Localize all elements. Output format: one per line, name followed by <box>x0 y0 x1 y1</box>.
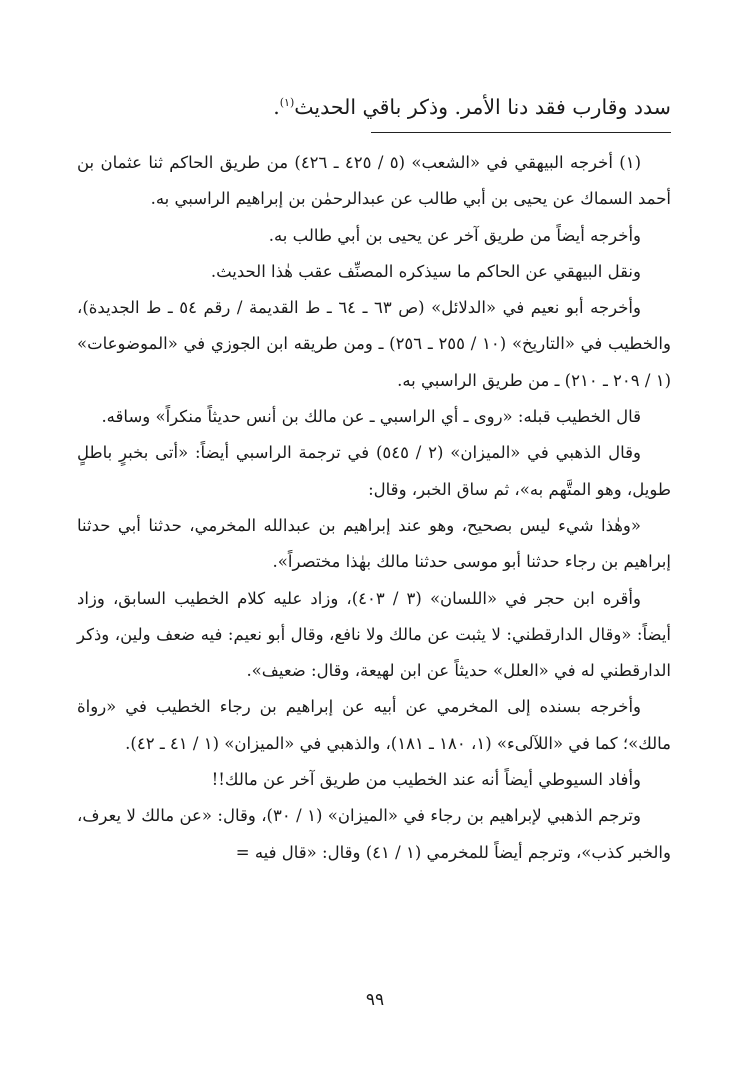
footnote-paragraph: وأفاد السيوطي أيضاً أنه عند الخطيب من طريق آخر عن مالك!! <box>211 770 641 790</box>
footnote-paragraph: وأخرجه أبو نعيم في «الدلائل» (ص ٦٣ ـ ٦٤ ـ ط القديمة / رقم ٥٤ ـ ط الجديدة)، والخطيب في «التاريخ» (١٠ / ٢٥٥ ـ ٢٥٦) ـ ومن طريقه ابن الجوزي في «الموضوعات» (١ / ٢٠٩ ـ ٢١٠) ـ من طريق الراسبي به. <box>77 298 671 390</box>
footnote-paragraph: وقال الذهبي في «الميزان» (٢ / ٥٤٥) في ترجمة الراسبي أيضاً: «أتى بخبرٍ باطلٍ طويل، وهو المتَّهم به»، ثم ساق الخبر، وقال: <box>77 443 671 499</box>
main-text-line <box>71 92 671 122</box>
footnote-paragraph: وأقره ابن حجر في «اللسان» (٣ / ٤٠٣)، وزاد عليه كلام الخطيب السابق، وزاد أيضاً: «وقال الدارقطني: لا يثبت عن مالك ولا نافع، وقال أبو نعيم: فيه ضعف ولين، وذكر الدارقطني له في «العلل» حديثاً عن ابن لهيعة، وقال: ضعيف». <box>77 588 671 681</box>
footnote-paragraph: وترجم الذهبي لإبراهيم بن رجاء في «الميزان» (١ / ٣٠)، وقال: «عن مالك لا يعرف، والخبر كذب»، وترجم أيضاً للمخرمي (١ / ٤١) وقال: «قال فيه = <box>77 806 671 862</box>
footnote-reference[interactable]: (١) <box>279 96 295 110</box>
footnote-1: (١) أخرجه البيهقي في «الشعب» (٥ / ٤٢٥ ـ ٤٢٦) من طريق الحاكم ثنا عثمان بن أحمد السماك عن يحيى بن أبي طالب عن عبدالرحمٰن بن إبراهيم الراسبي به. <box>77 153 671 209</box>
footnote-paragraph: وأخرجه أيضاً من طريق آخر عن يحيى بن أبي طالب به. <box>268 225 641 245</box>
footnote-paragraph: ونقل البيهقي عن الحاكم ما سيذكره المصنِّف عقب هٰذا الحديث. <box>210 261 641 281</box>
footnote-paragraph: قال الخطيب قبله: «روى ـ أي الراسبي ـ عن مالك بن أنس حديثاً منكراً» وساقه. <box>101 407 641 427</box>
footnote-paragraph: وأخرجه بسنده إلى المخرمي عن أبيه عن إبراهيم بن رجاء الخطيب في «رواة مالك»؛ كما في «اللآلىء» (١، ١٨٠ ـ ١٨١)، والذهبي في «الميزان» (١ / ٤١ ـ ٤٢). <box>77 697 671 753</box>
main-text: سدد وقارب فقد دنا الأمر. وذكر باقي الحديث <box>294 95 671 119</box>
page-number: ٩٩ <box>365 990 385 1010</box>
main-text-end: . <box>273 95 280 119</box>
footnote-paragraph: «وهٰذا شيء ليس بصحيح، وهو عند إبراهيم بن عبدالله المخرمي، حدثنا أبي حدثنا إبراهيم بن رجاء حدثنا أبو موسى حدثنا مالك بهٰذا مختصراً». <box>77 515 671 572</box>
footnote-separator <box>371 132 671 133</box>
footnotes-section <box>77 145 671 871</box>
